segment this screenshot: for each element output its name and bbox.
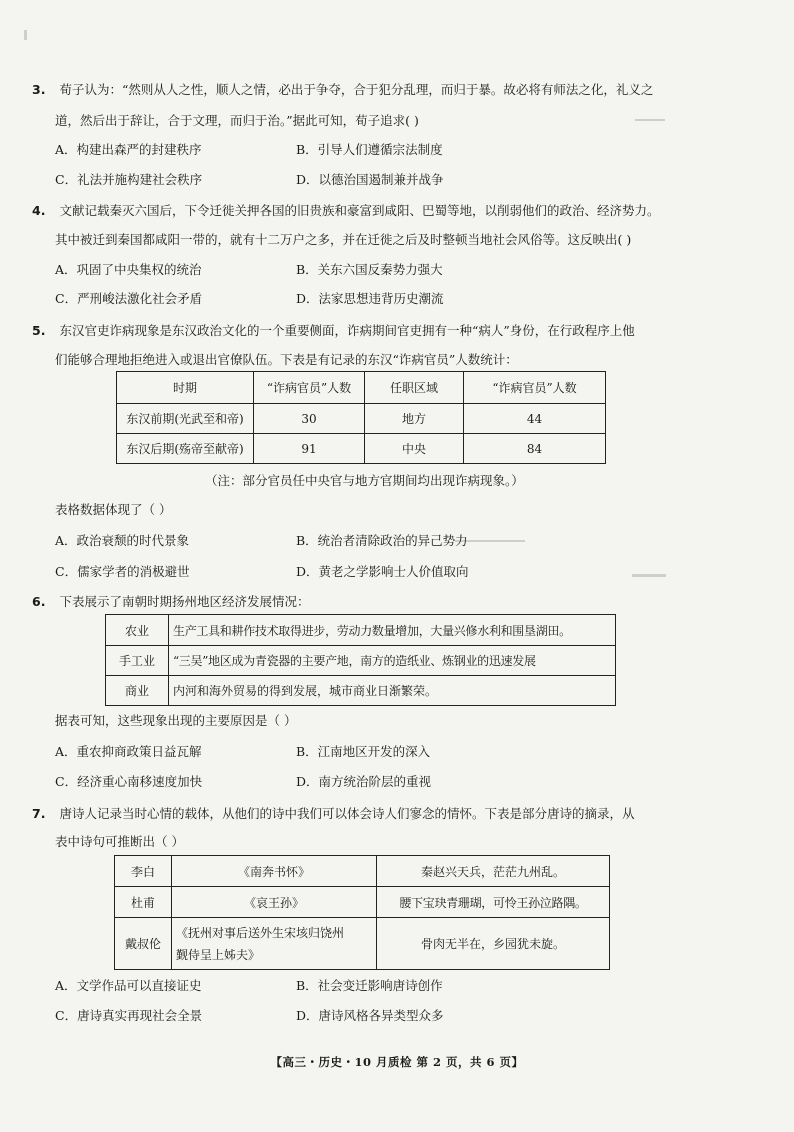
poem-title-line1: 《抚州对事后送外生宋垓归饶州 bbox=[176, 925, 345, 940]
table-cell: 李白 bbox=[115, 856, 172, 887]
q5-table bbox=[116, 371, 606, 464]
table-row bbox=[115, 887, 610, 918]
q5-prompt: 表格数据体现了（ ） bbox=[55, 502, 172, 517]
q7-table bbox=[114, 855, 610, 970]
table-cell: 《哀王孙》 bbox=[172, 887, 377, 918]
table-cell: 内河和海外贸易的得到发展，城市商业日渐繁荣。 bbox=[169, 676, 616, 706]
q4-option-c[interactable]: C．严刑峻法激化社会矛盾 bbox=[55, 291, 203, 306]
q5-number: 5. bbox=[32, 323, 46, 338]
q5-option-d[interactable]: D．黄老之学影响士人价值取向 bbox=[296, 564, 469, 579]
table-row bbox=[106, 615, 616, 646]
table-cell: 中央 bbox=[365, 434, 464, 464]
table-cell: 生产工具和耕作技术取得进步，劳动力数量增加，大量兴修水利和围垦湖田。 bbox=[169, 615, 616, 646]
q7-line2: 表中诗句可推断出（ ） bbox=[55, 834, 184, 849]
table-cell: 东汉后期(殇帝至献帝) bbox=[117, 434, 254, 464]
q5-option-c[interactable]: C．儒家学者的消极避世 bbox=[55, 564, 190, 579]
table-cell bbox=[172, 918, 377, 970]
table-cell: 44 bbox=[464, 404, 606, 434]
table-cell: 91 bbox=[254, 434, 365, 464]
table-cell: “三吴”地区成为青瓷器的主要产地，南方的造纸业、炼钢业的迅速发展 bbox=[169, 646, 616, 676]
q4-line2: 其中被迁到秦国都咸阳一带的，就有十二万户之多，并在迁徙之后及时整顿当地社会风俗等。这反映出( ) bbox=[55, 232, 632, 247]
q5-line2: 们能够合理地拒绝进入或退出官僚队伍。下表是有记录的东汉“诈病官员”人数统计： bbox=[55, 352, 518, 367]
page-footer: 【高三・历史・10 月质检 第 2 页，共 6 页】 bbox=[270, 1055, 524, 1069]
scan-speck bbox=[635, 119, 665, 121]
q4-text: 文献记载秦灭六国后，下令迁徙关押各国的旧贵族和豪富到咸阳、巴蜀等地，以削弱他们的政治、经济势力。 bbox=[59, 203, 660, 218]
table-cell: 84 bbox=[464, 434, 606, 464]
q3-option-c[interactable]: C．礼法并施构建社会秩序 bbox=[55, 172, 203, 187]
table-header-row bbox=[117, 372, 606, 404]
q3-option-b[interactable]: B．引导人们遵循宗法制度 bbox=[296, 142, 443, 157]
table-row bbox=[117, 404, 606, 434]
q7-number: 7. bbox=[32, 806, 46, 821]
table-cell: 秦赵兴天兵，茫茫九州乱。 bbox=[377, 856, 610, 887]
q6-line1 bbox=[32, 594, 309, 610]
q3-text: 荀子认为：“然则从人之性，顺人之情，必出于争夺，合于犯分乱理，而归于暴。故必将有师法之化，礼义之 bbox=[59, 82, 654, 97]
q3-option-a[interactable]: A．构建出森严的封建秩序 bbox=[55, 142, 202, 157]
table-row bbox=[106, 646, 616, 676]
q5-note: （注：部分官员任中央官与地方官期间均出现诈病现象。） bbox=[205, 473, 524, 488]
q5-line1 bbox=[32, 323, 635, 339]
q7-text: 唐诗人记录当时心情的载体，从他们的诗中我们可以体会诗人们寥念的情怀。下表是部分唐诗的摘录，从 bbox=[59, 806, 635, 821]
table-cell: 农业 bbox=[106, 615, 169, 646]
table-cell: 《南奔书怀》 bbox=[172, 856, 377, 887]
q6-option-c[interactable]: C．经济重心南移速度加快 bbox=[55, 774, 203, 789]
q6-prompt: 据表可知，这些现象出现的主要原因是（ ） bbox=[55, 713, 297, 728]
q5-text: 东汉官吏诈病现象是东汉政治文化的一个重要侧面，诈病期间官吏拥有一种“病人”身份，在行政程序上他 bbox=[59, 323, 635, 338]
q6-option-a[interactable]: A．重农抑商政策日益瓦解 bbox=[55, 744, 202, 759]
table-header-cell: “诈病官员”人数 bbox=[464, 372, 606, 404]
poem-title-line2: 觐侍呈上姊夫》 bbox=[176, 947, 261, 962]
q5-option-a[interactable]: A．政治衰颓的时代景象 bbox=[55, 533, 190, 548]
q3-line1 bbox=[32, 82, 653, 98]
q5-option-b[interactable]: B．统治者清除政治的异己势力 bbox=[296, 533, 468, 548]
table-header-cell: 任职区域 bbox=[365, 372, 464, 404]
q7-option-a[interactable]: A．文学作品可以直接证史 bbox=[55, 978, 202, 993]
q4-number: 4. bbox=[32, 203, 46, 218]
q6-option-b[interactable]: B．江南地区开发的深入 bbox=[296, 744, 431, 759]
q4-line1 bbox=[32, 203, 659, 219]
q7-option-c[interactable]: C．唐诗真实再现社会全景 bbox=[55, 1008, 203, 1023]
table-cell: 骨肉无半在，乡园犹未旋。 bbox=[377, 918, 610, 970]
scan-speck bbox=[24, 30, 27, 40]
q7-option-b[interactable]: B．社会变迁影响唐诗创作 bbox=[296, 978, 443, 993]
table-header-cell: “诈病官员”人数 bbox=[254, 372, 365, 404]
q6-text: 下表展示了南朝时期扬州地区经济发展情况： bbox=[59, 594, 310, 609]
table-cell: 东汉前期(光武至和帝) bbox=[117, 404, 254, 434]
q7-option-d[interactable]: D．唐诗风格各异类型众多 bbox=[296, 1008, 444, 1023]
q4-option-a[interactable]: A．巩固了中央集权的统治 bbox=[55, 262, 202, 277]
table-row bbox=[115, 918, 610, 970]
table-cell: 30 bbox=[254, 404, 365, 434]
q6-number: 6. bbox=[32, 594, 46, 609]
q4-option-d[interactable]: D．法家思想违背历史潮流 bbox=[296, 291, 444, 306]
q3-line2: 道，然后出于辞让，合于文理，而归于治。”据此可知，荀子追求( ) bbox=[55, 113, 419, 128]
scan-speck bbox=[632, 574, 666, 577]
table-cell: 手工业 bbox=[106, 646, 169, 676]
table-cell: 商业 bbox=[106, 676, 169, 706]
q4-option-b[interactable]: B．关东六国反秦势力强大 bbox=[296, 262, 443, 277]
table-row bbox=[106, 676, 616, 706]
table-cell: 地方 bbox=[365, 404, 464, 434]
table-row bbox=[115, 856, 610, 887]
q3-option-d[interactable]: D．以德治国遏制兼并战争 bbox=[296, 172, 444, 187]
q7-line1 bbox=[32, 806, 634, 822]
table-header-cell: 时期 bbox=[117, 372, 254, 404]
q6-option-d[interactable]: D．南方统治阶层的重视 bbox=[296, 774, 432, 789]
q3-number: 3. bbox=[32, 82, 46, 97]
q6-table bbox=[105, 614, 616, 706]
table-cell: 戴叔伦 bbox=[115, 918, 172, 970]
table-row bbox=[117, 434, 606, 464]
table-cell: 杜甫 bbox=[115, 887, 172, 918]
table-cell: 腰下宝玦青珊瑚，可怜王孙泣路隅。 bbox=[377, 887, 610, 918]
